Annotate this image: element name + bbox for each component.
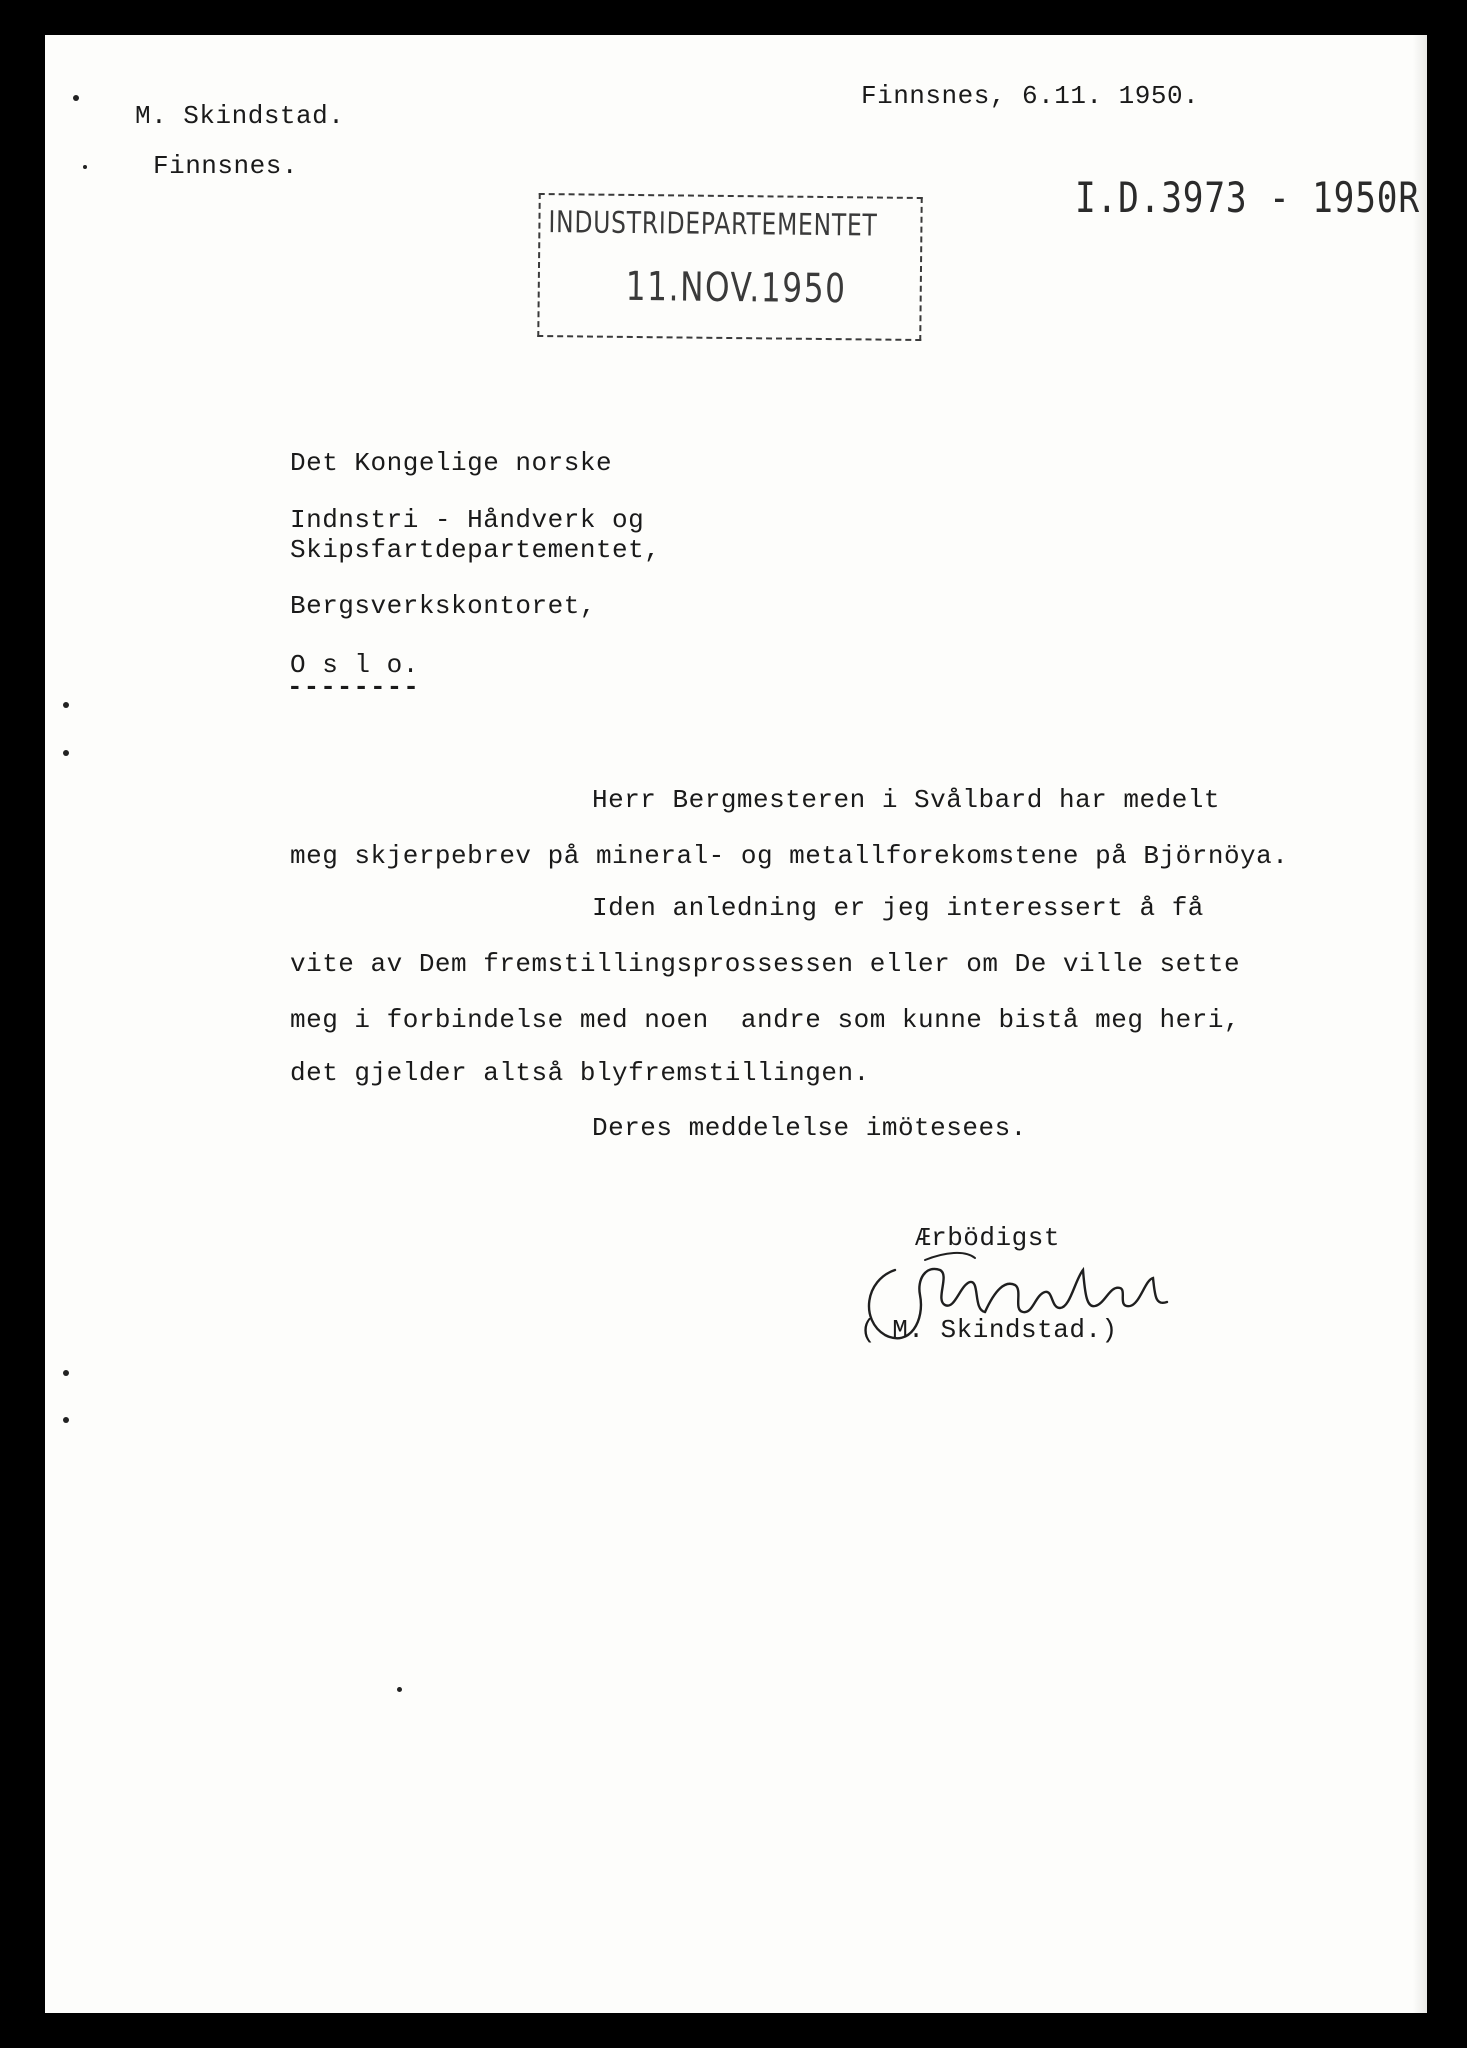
signature-block: ( M. Skindstad.) <box>860 1315 1118 1345</box>
recipient-city-underline: -------- <box>287 672 420 702</box>
scan-speck <box>63 1370 69 1376</box>
place-date: Finnsnes, 6.11. 1950. <box>861 81 1200 111</box>
recipient-line-3: Skipsfartdepartementet, <box>290 535 661 565</box>
closing: Ærbödigst <box>915 1223 1060 1253</box>
sender-place: Finnsnes. <box>153 151 298 181</box>
letter-page <box>45 35 1427 2013</box>
body-line-7: Deres meddelelse imötesees. <box>592 1113 1027 1143</box>
stamp-date: 11.NOV.1950 <box>625 263 847 313</box>
scan-speck <box>73 95 79 101</box>
page-edge-shadow <box>1413 35 1427 2013</box>
body-line-4: vite av Dem fremstillingsprossessen eller om De ville sette <box>290 949 1241 979</box>
scan-speck <box>83 165 87 169</box>
stamp-department: INDUSTRIDEPARTEMENTET <box>548 205 878 244</box>
body-line-6: det gjelder altså blyfremstillingen. <box>290 1058 870 1088</box>
recipient-line-1: Det Kongelige norske <box>290 448 613 478</box>
scan-speck <box>63 750 69 756</box>
recipient-line-2: Indnstri - Håndverk og <box>290 505 645 535</box>
body-line-1: Herr Bergmesteren i Svålbard har medelt <box>592 785 1220 815</box>
body-line-5: meg i forbindelse med noen andre som kunne bistå meg heri, <box>290 1005 1241 1035</box>
scan-speck <box>63 1417 69 1423</box>
recipient-line-4: Bergsverkskontoret, <box>290 591 596 621</box>
journal-number: I.D.3973 - 1950R <box>1075 173 1420 222</box>
scan-speck <box>397 1687 402 1692</box>
scan-speck <box>63 702 69 708</box>
sender-name: M. Skindstad. <box>135 101 345 131</box>
body-line-2: meg skjerpebrev på mineral- og metallforekomstene på Björnöya. <box>290 841 1289 871</box>
received-stamp <box>537 193 922 341</box>
recipient-city: O s l o. <box>290 650 419 680</box>
body-line-3: Iden anledning er jeg interessert å få <box>592 893 1204 923</box>
